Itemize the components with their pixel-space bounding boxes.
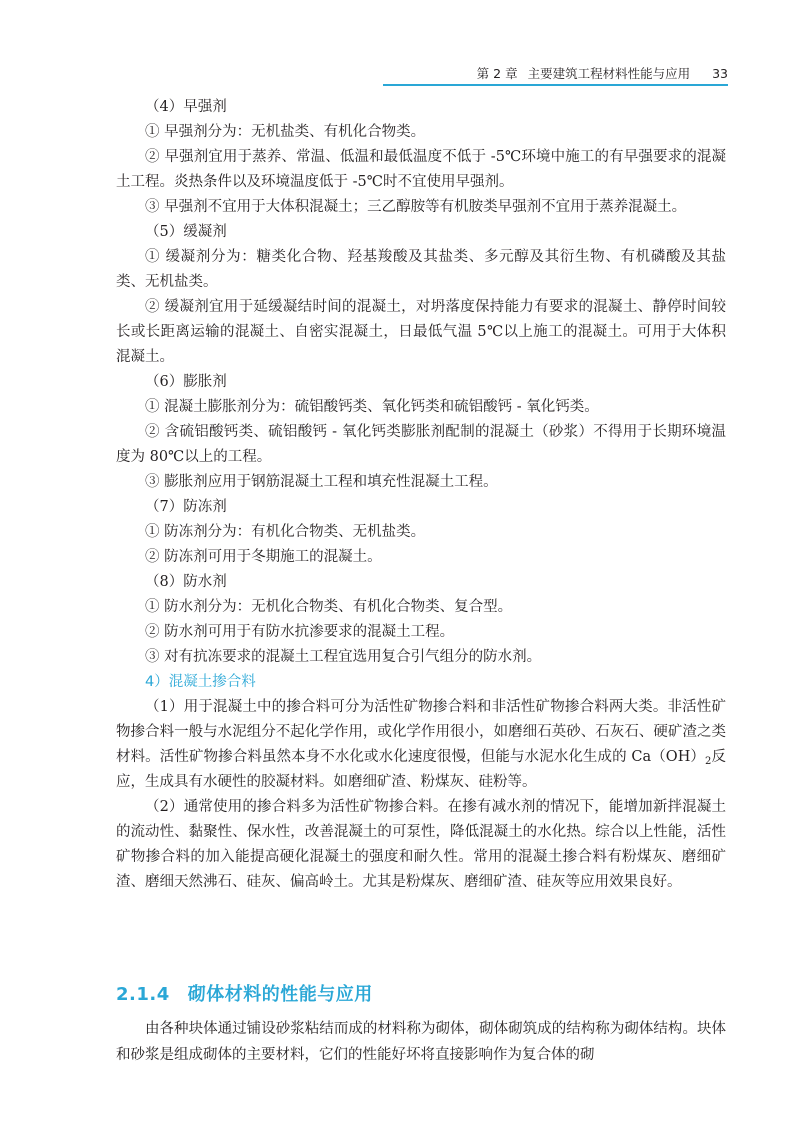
page-number: 33 [712, 66, 728, 81]
running-head [477, 64, 728, 82]
list-item: ② 缓凝剂宜用于延缓凝结时间的混凝土，对坍落度保持能力有要求的混凝土、静停时间较长或长距离运输的混凝土、自密实混凝土，日最低气温 5℃以上施工的混凝土。可用于大体积混凝土。 [116, 299, 726, 365]
section-heading [116, 980, 373, 1006]
chapter-label: 第 2 章 [476, 66, 518, 81]
list-item: ② 早强剂宜用于蒸养、常温、低温和最低温度不低于 -5℃环境中施工的有早强要求的混凝土工程。炎热条件以及环境温度低于 -5℃时不宜使用早强剂。 [116, 149, 726, 190]
admixture-paragraph-1 [116, 695, 726, 795]
expansive-heading: （6）膨胀剂 [145, 374, 227, 390]
page-header [0, 0, 800, 90]
retarder-heading: （5）缓凝剂 [145, 224, 227, 240]
admixture-heading: 4）混凝土掺合料 [145, 674, 256, 690]
section-number: 2.1.4 [116, 984, 170, 1005]
antifreeze-heading: （7）防冻剂 [145, 499, 227, 515]
list-item: ① 早强剂分为：无机盐类、有机化合物类。 [145, 124, 426, 140]
section-text [116, 1016, 726, 1068]
paragraph-text: （1）用于混凝土中的掺合料可分为活性矿物掺合料和非活性矿物掺合料两大类。非活性矿物掺合料一般与水泥组分不起化学作用，或化学作用很小，如磨细石英砂、石灰石、硬矿渣之类材料。活性矿物掺合料虽然本身不水化或水化速度很慢，但能与水泥水化生成的 Ca（OH） [116, 699, 726, 765]
list-item: ② 防水剂可用于有防水抗渗要求的混凝土工程。 [145, 624, 455, 640]
list-item: ② 含硫铝酸钙类、硫铝酸钙 - 氧化钙类膨胀剂配制的混凝土（砂浆）不得用于长期环境温度为 80℃以上的工程。 [116, 424, 726, 465]
early-strength-heading: （4）早强剂 [145, 99, 227, 115]
list-item: ① 防水剂分为：无机化合物类、有机化合物类、复合型。 [145, 599, 513, 615]
admixture-paragraph-2: （2）通常使用的掺合料多为活性矿物掺合料。在掺有减水剂的情况下，能增加新拌混凝土的流动性、黏聚性、保水性，改善混凝土的可泵性，降低混凝土的水化热。综合以上性能，活性矿物掺合料的加入能提高硬化混凝土的强度和耐久性。常用的混凝土掺合料有粉煤灰、磨细矿渣、磨细天然沸石、硅灰、偏高岭土。尤其是粉煤灰、磨细矿渣、硅灰等应用效果良好。 [116, 799, 726, 890]
list-item: ① 混凝土膨胀剂分为：硫铝酸钙类、氧化钙类和硫铝酸钙 - 氧化钙类。 [145, 399, 599, 415]
list-item: ① 防冻剂分为：有机化合物类、无机盐类。 [145, 524, 426, 540]
chapter-title: 主要建筑工程材料性能与应用 [527, 66, 691, 81]
main-text [116, 95, 726, 895]
list-item: ③ 膨胀剂应用于钢筋混凝土工程和填充性混凝土工程。 [145, 474, 498, 490]
waterproof-heading: （8）防水剂 [145, 574, 227, 590]
section-title: 砌体材料的性能与应用 [187, 984, 373, 1005]
paragraph-text: 反应，生成具有水硬性的胶凝材料。如磨细矿渣、粉煤灰、硅粉等。 [116, 749, 726, 790]
header-rule [383, 84, 728, 86]
subscript: 2 [705, 756, 712, 767]
list-item: ② 防冻剂可用于冬期施工的混凝土。 [145, 549, 382, 565]
section-paragraph: 由各种块体通过铺设砂浆粘结而成的材料称为砌体，砌体砌筑成的结构称为砌体结构。块体和砂浆是组成砌体的主要材料，它们的性能好坏将直接影响作为复合体的砌 [116, 1021, 726, 1063]
list-item: ③ 早强剂不宜用于大体积混凝土；三乙醇胺等有机胺类早强剂不宜用于蒸养混凝土。 [145, 199, 687, 215]
list-item: ③ 对有抗冻要求的混凝土工程宜选用复合引气组分的防水剂。 [145, 649, 542, 665]
list-item: ① 缓凝剂分为：糖类化合物、羟基羧酸及其盐类、多元醇及其衍生物、有机磷酸及其盐类、无机盐类。 [116, 249, 726, 290]
